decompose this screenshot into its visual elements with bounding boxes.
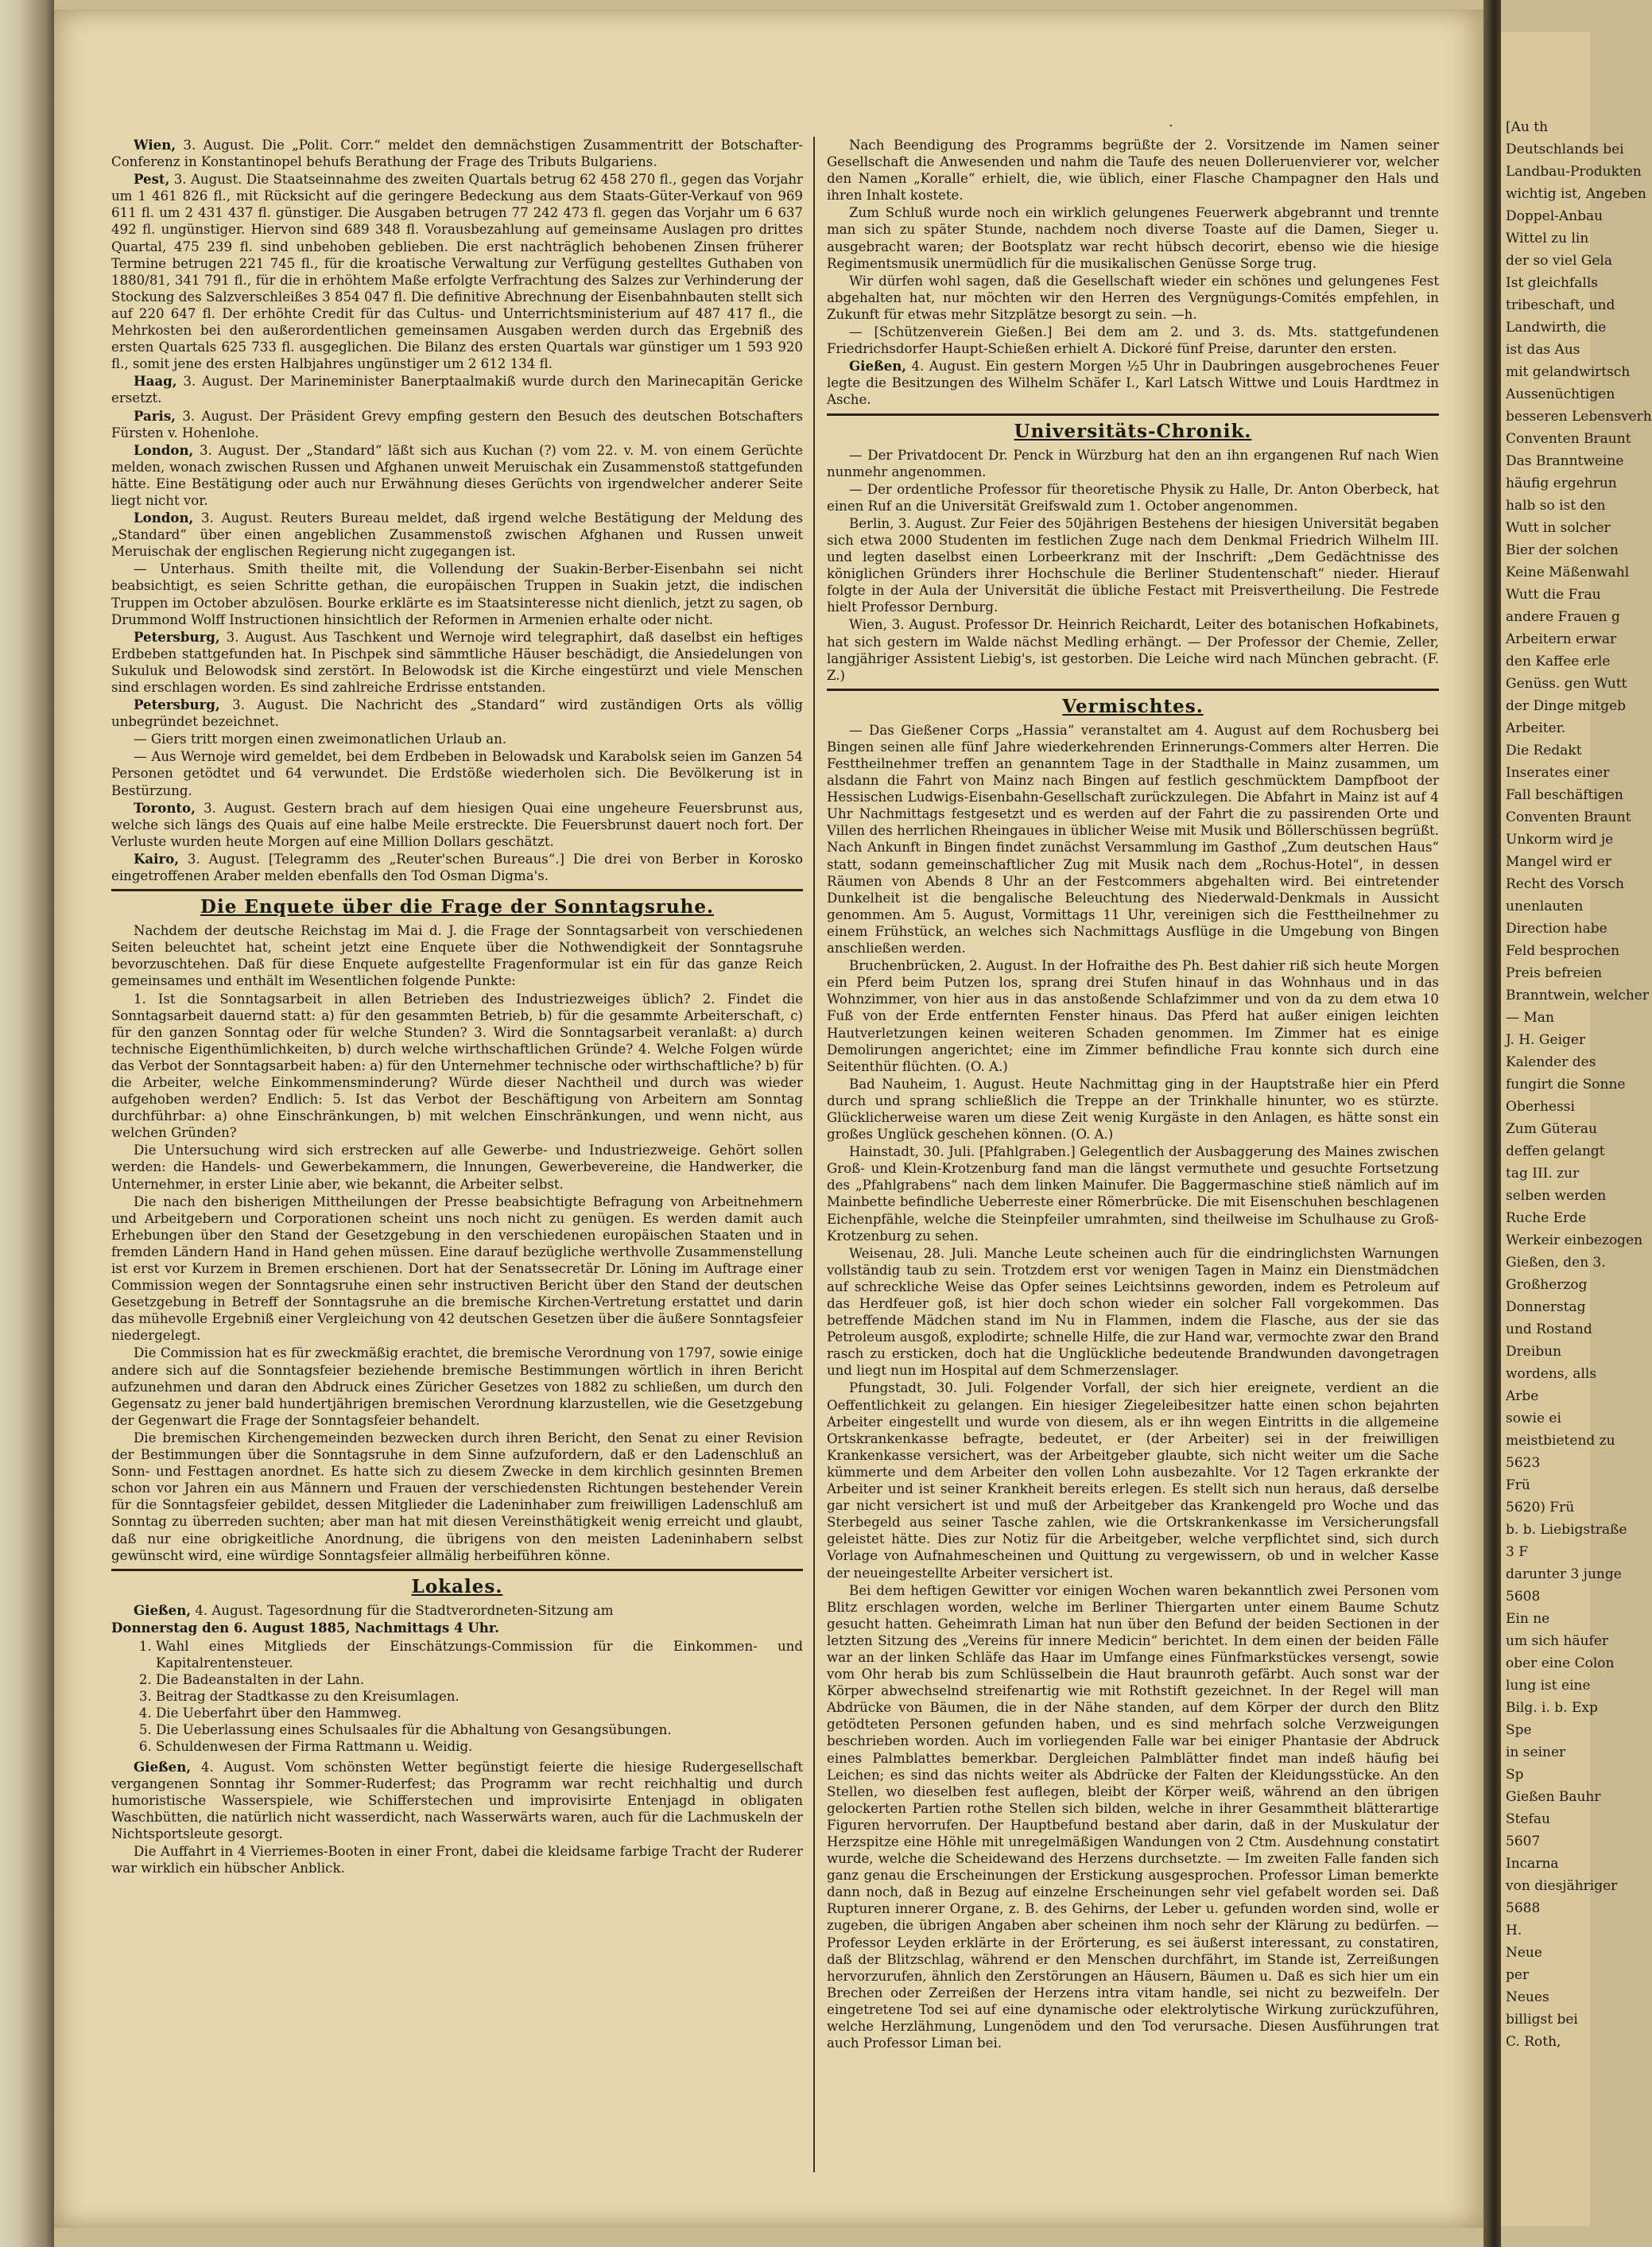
adjacent-page-fragment: Stefau: [1506, 1811, 1550, 1827]
column-divider: [813, 137, 815, 2172]
dispatch-text: — Giers tritt morgen einen zweimonatlichen Urlaub an.: [134, 732, 507, 747]
adjacent-page-fragment: Die Redakt: [1506, 743, 1582, 759]
dispatch-place: Kairo,: [134, 850, 180, 867]
section-rule: [827, 413, 1439, 416]
giessen-fire-report: Gießen, 4. August. Ein gestern Morgen ½5 Uhr in Daubringen ausgebrochenes Feuer legte die Besitzungen des Wilhelm Schäfer I., Karl Latsch Wittwe und Louis Hardtmez in Asche.: [827, 358, 1439, 408]
vermischtes-heading: Vermischtes.: [1062, 695, 1204, 717]
enquete-paragraph: Die Untersuchung wird sich erstrecken auf alle Gewerbe- und Industriezweige. Gehört sollen werden: die Handels- und Gewerbekammern, die Innungen, Gewerbevereine, die Handwerker, die Unternehmer, in erster Linie aber, wie bekannt, die Arbeiter selbst.: [111, 1143, 803, 1192]
dispatch-item: [111, 171, 803, 372]
agenda-item: 4. Die Ueberfahrt über den Hammweg.: [156, 1705, 803, 1721]
adjacent-page-fragment: ober eine Colon: [1506, 1655, 1615, 1671]
adjacent-page-fragment: Gießen Bauhr: [1506, 1789, 1601, 1805]
adjacent-page-fragment: Incarna: [1506, 1856, 1559, 1872]
agenda-item: 3. Beitrag der Stadtkasse zu den Kreisumlagen.: [156, 1688, 803, 1705]
adjacent-page-fragment: Bier der solchen: [1506, 542, 1619, 558]
uni-paragraph: Wien, 3. August. Professor Dr. Heinrich Reichardt, Leiter des botanischen Hofkabinets, hat sich gestern im Walde nächst Medling erhängt. — Der Professor der Chemie, Zeller, langjähriger Assistent Liebig's, ist gestorben. Die Leiche wird nach München gebracht. (F. Z.): [827, 617, 1439, 683]
adjacent-page-fragment: 5607: [1506, 1834, 1541, 1849]
dispatch-item: [111, 851, 803, 884]
adjacent-page-fragment: Direction habe: [1506, 921, 1607, 937]
dispatch-place: Toronto,: [134, 799, 196, 816]
dispatch-place: London,: [134, 510, 194, 526]
adjacent-page-fragment: um sich häufer: [1506, 1633, 1609, 1649]
agenda-list: [156, 1638, 803, 1756]
adjacent-page-fragment: wichtig ist, Angeben: [1506, 186, 1646, 202]
lokales-intro: Gießen, 4. August. Tagesordnung für die Stadtverordneten-Sitzung am: [134, 1601, 614, 1618]
continuation-paragraph: Zum Schluß wurde noch ein wirklich gelungenes Feuerwerk abgebrannt und trennte man sich zu später Stunde, nachdem noch diverse Toaste auf die Damen, Sieger u. ausgebracht waren; der Bootsplatz war recht hübsch decorirt, ebenso wie die hiesige Regimentsmusik unermüdlich für die musikalischen Genüsse Sorge trug.: [827, 205, 1439, 271]
dispatch-item: [111, 748, 803, 798]
vermischtes-paragraph: Bruchenbrücken, 2. August. In der Hofraithe des Ph. Best dahier riß sich heute Morgen ein Pferd beim Putzen los, sprang drei Stufen hinauf in das Wohnhaus und in das Wohnzimmer, von hier aus in das anstoßende Schlafzimmer und von da zu dem etwa 10 Fuß von der Erde entfernten Fenster hinaus. Das Pferd hat außer einigen leichten Hautverletzungen keinen weiteren Schaden genommen. Im Zimmer hat es einige Demolirungen angerichtet; eine im Zimmer befindliche Frau konnte sich durch eine Seitenthür flüchten. (O. A.): [827, 958, 1439, 1074]
dispatch-item: [111, 442, 803, 509]
dispatch-place: Petersburg,: [134, 628, 220, 645]
dispatch-item: [111, 561, 803, 627]
adjacent-page-fragment: besseren Lebensverh: [1506, 409, 1652, 425]
adjacent-page-fragment: J. H. Geiger: [1506, 1032, 1586, 1048]
adjacent-page-fragment: Conventen Braunt: [1506, 809, 1631, 825]
lokales-date-line: Donnerstag den 6. August 1885, Nachmittags 4 Uhr.: [111, 1619, 499, 1636]
adjacent-page-fragment: Spe: [1506, 1722, 1532, 1738]
adjacent-page-fragment: Neue: [1506, 1945, 1542, 1961]
adjacent-page-fragment: H.: [1506, 1923, 1522, 1938]
adjacent-page-fragment: Das Branntweine: [1506, 453, 1624, 469]
adjacent-page-fragment: in seiner: [1506, 1744, 1566, 1760]
adjacent-page-fragment: — Man: [1506, 1010, 1554, 1026]
adjacent-page-fragment: Dreibun: [1506, 1344, 1562, 1360]
dispatch-text: 3. August. Der Präsident Grevy empfing gestern den Besuch des deutschen Botschafters Fürsten v. Hohenlohe.: [111, 408, 803, 440]
right-column: [827, 137, 1439, 2052]
adjacent-page-fragment: darunter 3 junge: [1506, 1566, 1622, 1582]
dispatch-item: [111, 137, 803, 170]
dispatch-text: 3. August. Reuters Bureau meldet, daß irgend welche Bestätigung der Meldung des „Standard“ über einen angeblichen Zusammenstoß zwischen Afghanen und Russen unweit Meruischak der englischen Regierung nicht zugegangen ist.: [111, 510, 803, 560]
vermischtes-paragraph: Hainstadt, 30. Juli. [Pfahlgraben.] Gelegentlich der Ausbaggerung des Maines zwischen Groß- und Klein-Krotzenburg fand man die längst vermuthete und gesuchte Fortsetzung des „Pfahlgrabens“ nach dem linken Mainufer. Die Baggermaschine stieß nämlich auf im Mainbette befindliche Ueberreste einer Römerbrücke. Die mit Eisenschuhen beschlagenen Eichenpfähle, welche die Steinpfeiler umrahmten, sind theilweise im Schulhause zu Groß-Krotzenburg zu sehen.: [827, 1144, 1439, 1244]
adjacent-page-fragment: 5620) Frü: [1506, 1500, 1575, 1515]
dispatch-item: [111, 373, 803, 406]
adjacent-page-fragment: tag III. zur: [1506, 1166, 1580, 1182]
dispatch-item: [111, 408, 803, 441]
adjacent-page-fragment: 3 F: [1506, 1544, 1529, 1560]
adjacent-page-fragment: Arbe: [1506, 1388, 1539, 1404]
adjacent-page-fragment: Neues: [1506, 1989, 1549, 2005]
adjacent-page-fragment: Wutt in solcher: [1506, 520, 1611, 536]
adjacent-page-fragment: und Rostand: [1506, 1321, 1592, 1337]
lokales-ruderfest: Gießen, 4. August. Vom schönsten Wetter begünstigt feierte die hiesige Rudergesellschaft vergangenen Sonntag ihr Sommer-Ruderfest; das Programm war recht reichhaltig und durch humoristische Wasserspiele, wie Schifferstechen und improvisirte Entenjagd in obligaten Waschbütten, die natürlich nicht wasserdicht, nach Wasserwärts waren, auch für die Lachmuskeln der Nichtsportsleute gesorgt.: [111, 1758, 803, 1841]
adjacent-page-fragment: Arbeitern erwar: [1506, 631, 1617, 647]
adjacent-page-fragment: Zum Güterau: [1506, 1121, 1597, 1137]
adjacent-page-fragment: Doppel-Anbau: [1506, 208, 1604, 224]
lokales-heading: Lokales.: [411, 1575, 503, 1597]
adjacent-page-fragment: mit gelandwirtsch: [1506, 364, 1631, 380]
dispatch-item: [111, 800, 803, 850]
adjacent-page-fragment: Genüss. gen Wutt: [1506, 676, 1627, 692]
uni-chronik-article: [827, 447, 1439, 684]
adjacent-page-fragment: Landwirth, die: [1506, 320, 1607, 336]
dispatch-place: Paris,: [134, 407, 176, 424]
uni-heading: Universitäts-Chronik.: [1014, 420, 1252, 442]
vermischtes-paragraph: Pfungstadt, 30. Juli. Folgender Vorfall, der sich hier ereignete, verdient an die Oeffentlichkeit zu gelangen. Ein hiesiger Ziegeleibesitzer hatte einen schon bejahrten Arbeiter eingestellt und wurde von diesem, als er ihn wegen Eintritts in die allgemeine Ortskrankenkasse befragte, bedeutet, er (der Arbeiter) sei in der freiwilligen Krankenkasse versichert, was der Arbeitgeber glaubte, sich nicht weiter um die Sache kümmerte und dem Arbeiter den vollen Lohn ausbezahlte. Vor 12 Tagen erkrankte der Arbeiter und ist seiner Krankheit bereits erlegen. Es stellt sich nun heraus, daß derselbe gar nicht versichert ist und muß der Arbeitgeber das Krankengeld pro Woche und das Sterbegeld aus seiner Tasche zahlen, wie die Ortskrankenkasse im Versicherungsfall geleistet hätte. Dies zur Notiz für die Arbeitgeber, welche verpflichtet sind, sich durch Vorlage von Aufnahmescheinen und Quittung zu vergewissern, ob und in welcher Kasse der neueingestellte Arbeiter versichert ist.: [827, 1380, 1439, 1581]
vermischtes-article: [827, 722, 1439, 2051]
adjacent-page-fragment: lung ist eine: [1506, 1678, 1591, 1694]
uni-paragraph: — Der Privatdocent Dr. Penck in Würzburg hat den an ihn ergangenen Ruf nach Wien nunmehr angenommen.: [827, 447, 1439, 479]
adjacent-page-fragment: tribeschaft, und: [1506, 297, 1615, 313]
dispatch-place: Wien,: [134, 137, 176, 153]
adjacent-page-fragment: unenlauten: [1506, 898, 1584, 914]
adjacent-page-fragment: Feld besprochen: [1506, 943, 1620, 959]
adjacent-page-fragment: b. b. Liebigstraße: [1506, 1522, 1627, 1538]
dispatch-text: 3. August. Die Staatseinnahme des zweiten Quartals betrug 62 458 270 fl., gegen das Vorjahr um 1 461 826 fl., mit Rücksicht auf die geringere Bedeckung aus dem Staats-Güter-Verkauf von 969 611 fl. um 2 431 437 fl. günstiger. Die Ausgaben betrugen 77 242 473 fl. gegen das Vorjahr um 6 637 492 fl. ungünstiger. Hiervon sind 689 348 fl. Vorausbezahlung auf gemeinsame Auslagen pro drittes Quartal, 475 239 fl. sind unbehoben geblieben. Die erst nachträglich behobenen Zinsen früherer Termine betrugen 221 745 fl., für die kroatische Verwaltung zur Verfügung gestelltes Guthaben von 1880/81, 341 791 fl., für die in erhöhtem Maße erfolgte Verfrachtung des Salzes zur Verhinderung der Stockung des Salzverschleißes 3 854 047 fl. Die definitive Abrechnung der Eisenbahnbauten stellt sich auf 220 647 fl. Der erhöhte Credit für das Cultus- und Unterrichtsministerium auf 487 417 fl., die Mehrkosten bei den außerordentlichen gemeinsamen Ausgaben werden durch das Ergebniß des ersten Quartals 625 733 fl. ausgeglichen. Die Bilanz des ersten Quartals war günstiger um 1 593 920 fl., somit jene des ersten Halbjahres ungünstiger um 2 612 134 fl.: [111, 172, 803, 372]
dispatch-text: 3. August. [Telegramm des „Reuter'schen Bureaus“.] Die drei von Berber in Korosko eingetroffenen Araber melden ebenfalls den Tod Osman Digma's.: [111, 851, 803, 884]
vermischtes-paragraph: Weisenau, 28. Juli. Manche Leute scheinen auch für die eindringlichsten Warnungen vollständig taub zu sein. Trotzdem erst vor wenigen Tagen in Mainz ein Dienstmädchen auf schreckliche Weise das Opfer seines Leichtsinns geworden, indem es Petroleum auf das Herdfeuer goß, ist hier doch schon wieder ein solcher Fall vorgekommen. Das betreffende Mädchen stand im Nu in Flammen, indem die Flasche, aus der sie das Petroleum ausgoß, explodirte; schnelle Hilfe, die zur Hand war, vermochte zwar den Brand rasch zu ersticken, doch hat die Unglückliche bedeutende Brandwunden davongetragen und liegt nun im Hospital auf dem Schmerzenslager.: [827, 1245, 1439, 1379]
enquete-heading: Die Enquete über die Frage der Sonntagsruhe.: [200, 896, 714, 918]
enquete-paragraph: Nachdem der deutsche Reichstag im Mai d. J. die Frage der Sonntagsarbeit von verschiedenen Seiten beleuchtet hat, scheint jetzt eine Enquete über die Nothwendigkeit der Sonntagsruhe bevorzuschtehen. Daß für diese Enquete aufgestellte Fragenformular ist ein für das ganze Reich gemeinsames und enthält im Wesentlichen folgende Punkte:: [111, 923, 803, 989]
adjacent-page-fragment: häufig ergehrun: [1506, 475, 1617, 491]
dispatch-item: [111, 697, 803, 730]
adjacent-page-fragment: Preis befreien: [1506, 965, 1603, 981]
adjacent-page-fragment: Unkorm wird je: [1506, 832, 1614, 848]
enquete-paragraph: Die nach den bisherigen Mittheilungen der Presse beabsichtigte Befragung von Arbeitnehmern und Arbeitgebern und Corporationen scheint uns noch nicht zu genügen. Es werden damit auch Erhebungen über den Stand der Gesetzgebung in den verschiedenen europäischen Staaten und in fremden Ländern Hand in Hand gehen müssen. Eine darauf bezügliche werthvolle Zusammenstellung ist erst vor Kurzem in Bremen erschienen. Dort hat der Senatssecretär Dr. Löning im Auftrage einer Commission wegen der Sonntagsruhe einen sehr instructiven Bericht über den Stand der deutschen Gesetzgebung in Betreff der Sonntagsruhe an die bremische Kirchen-Vertretung erstattet und darin das mühevolle Ergebniß einer Vergleichung von 42 deutschen Gesetzen über die äußere Sonntagsfeier niedergelegt.: [111, 1193, 803, 1344]
adjacent-page-fragment: Inserates einer: [1506, 765, 1610, 781]
dispatch-text: 3. August. Die „Polit. Corr.“ meldet den demnächstigen Zusammentritt der Botschafter-Conferenz in Konstantinopel behufs Berathung der Frage des Tributs Bulgariens.: [111, 138, 803, 170]
adjacent-page-fragment: von diesjähriger: [1506, 1878, 1618, 1894]
dispatch-text: 3. August. Gestern brach auf dem hiesigen Quai eine ungeheure Feuersbrunst aus, welche sich längs des Quais auf eine halbe Meile erstreckte. Die Feuersbrunst dauert noch fort. Der Verluste wurden heute Morgen auf eine Million Dollars geschätzt.: [111, 800, 804, 849]
section-rule: [111, 889, 803, 891]
section-rule: [827, 689, 1439, 691]
section-rule: [111, 1569, 803, 1571]
adjacent-page-fragment: deffen gelangt: [1506, 1143, 1605, 1159]
adjacent-page-fragment: Oberhessi: [1506, 1099, 1575, 1115]
adjacent-page-fragment: Aussenüchtigen: [1506, 386, 1615, 402]
dispatch-text: 3. August. Die Nachricht des „Standard“ wird zuständigen Orts als völlig unbegründet bezeichnet.: [111, 697, 803, 730]
adjacent-page-edge: [1501, 32, 1652, 2226]
adjacent-page-fragment: Kalender des: [1506, 1054, 1596, 1070]
uni-paragraph: — Der ordentliche Professor für theoretische Physik zu Halle, Dr. Anton Oberbeck, hat einen Ruf an die Universität Greifswald zum 1. October angenommen.: [827, 481, 1439, 514]
adjacent-page-fragment: meistbietend zu: [1506, 1433, 1615, 1449]
adjacent-page-fragment: 5688: [1506, 1900, 1541, 1916]
adjacent-page-fragment: per: [1506, 1967, 1530, 1983]
adjacent-page-fragment: Fall beschäftigen: [1506, 787, 1623, 803]
adjacent-page-fragment: Bilg. i. b. Exp: [1506, 1700, 1598, 1716]
ruderfest-continuation: [827, 137, 1439, 357]
dispatch-text: 3. August. Der Marineminister Banerptaalmakiß wurde durch den Marinecapitän Gericke ersetzt.: [111, 374, 803, 406]
enquete-paragraph: 1. Ist die Sonntagsarbeit in allen Betrieben des Industriezweiges üblich? 2. Findet die Sonntagsarbeit dauernd statt: a) für den gesammten Betrieb, b) für die gesammte Arbeiterschaft, c) für den ganzen Sonntag oder für welche Stunden? 3. Wird die Sonntagsarbeit veranlaßt: a) durch technische Eigenthümlichkeiten, b) durch welche wirthschaftlichen Gründe? 4. Welche Folgen würde das Verbot der Sonntagsarbeit haben: a) für den Unternehmer technische oder wirthschaftliche? b) für die Arbeiter, welche Einkommensminderung? Würde dieser Nachtheil und durch was wieder aufgehoben werden? Endlich: 5. Ist das Verbot der Beschäftigung von Arbeitern am Sonntag durchführbar: a) ohne Einschränkungen, b) mit welchen Einschränkungen, und wenn nicht, aus welchen Gründen?: [111, 991, 803, 1141]
dispatch-text: 3. August. Der „Standard“ läßt sich aus Kuchan (?) vom 22. v. M. von einem Gerüchte melden, wonach zwischen Russen und Afghanen unweit Meruischak ein Zusammenstoß stattgefunden hätte. Eine Bestätigung oder auch nur Erwähnung dieses Gerüchts von irgendwelcher anderer Seite liegt nicht vor.: [111, 442, 803, 508]
adjacent-page-fragment: 5608: [1506, 1589, 1541, 1605]
adjacent-page-fragment: Frü: [1506, 1477, 1530, 1493]
adjacent-page-fragment: halb so ist den: [1506, 498, 1606, 514]
dispatch-place: Pest,: [134, 171, 170, 188]
adjacent-page-fragment: C. Roth,: [1506, 2034, 1561, 2050]
agenda-item: 6. Schuldenwesen der Firma Rattmann u. Weidig.: [156, 1738, 803, 1755]
dispatch-place: Petersburg,: [134, 697, 220, 713]
continuation-paragraph: — [Schützenverein Gießen.] Bei dem am 2. und 3. ds. Mts. stattgefundenen Friedrichsdorfer Haupt-Schießen erhielt A. Dickoré fünf Preise, darunter den ersten.: [827, 324, 1439, 357]
adjacent-page-fragment: Ist gleichfalls: [1506, 275, 1598, 291]
adjacent-page-fragment: Deutschlands bei: [1506, 142, 1624, 157]
adjacent-page-fragment: den Kaffee erle: [1506, 654, 1611, 669]
adjacent-page-fragment: der Dinge mitgeb: [1506, 698, 1627, 714]
adjacent-page-fragment: Wutt die Frau: [1506, 587, 1601, 603]
adjacent-page-fragment: andere Frauen g: [1506, 609, 1620, 625]
agenda-item: 1. Wahl eines Mitglieds der Einschätzungs-Commission für die Einkommen- und Kapitalrentensteuer.: [156, 1638, 803, 1671]
vermischtes-paragraph: Bei dem heftigen Gewitter vor einigen Wochen waren bekanntlich zwei Personen vom Blitz erschlagen worden, welche im Berliner Thiergarten unter einem Baume Schutz gesucht hatten. Geheimrath Liman hat nun über den Befund der beiden Sectionen in der letzten Sitzung des „Vereins für innere Medicin“ berichtet. In dem einen der beiden Fälle war an der linken Schläfe das Haar im Umfange eines Fünfmarkstückes versengt, sowie vom Ohr herab bis zum Schlüsselbein die Haut braunroth gefärbt. Auch sonst war der Körper abwechselnd streifenartig wie mit Rothstift gezeichnet. In der Regel will man Abdrücke von Bäumen, die in der Nähe standen, auf dem Körper der durch den Blitz getödteten Personen gefunden haben, und es sind mehrfach solche Verzweigungen beschrieben worden. Auch im vorliegenden Falle war bei einiger Phantasie der Abdruck eines Palmblattes bemerkbar. Dergleichen Palmblätter findet man indeß häufig bei Leichen; es sind das nichts weiter als Abdrücke der Falten der Kleidungsstücke. An den Stellen, wo dieselben fest auflegen, bleibt der Körper weiß, während an den übrigen gelockerten Partien rothe Stellen sich bilden, welche in ihrer Gesammtheit blätterartige Figuren hervorrufen. Der Hauptbefund bestand aber darin, daß in der Muskulatur der Herzspitze eine Höhle mit unregelmäßigen Wandungen von 2 Ctm. Ausdehnung constatirt wurde, welche die Scheidewand des Herzens durchsetzte. — Im zweiten Falle fanden sich ganz genau die Erscheinungen der Erstickung ausgesprochen. Professor Liman bemerkte dann noch, daß in Bezug auf einzelne Erscheinungen sehr viel gefabelt worden sei. Daß Rupturen innerer Organe, z. B. des Gehirns, der Leber u. gefunden worden sind, wolle er zugeben, die übrigen Angaben aber scheinen ihm noch sehr der Klärung zu bedürfen. — Professor Leyden erklärte in der Erörterung, es sei äußerst interessant, zu constatiren, daß der Blitzschlag, während er den Menschen durchfährt, im Stande ist, Zerreißungen hervorzurufen, ähnlich den Zerstörungen an Häusern, Bäumen u. Daß es sich hier um ein Brechen oder Zerreißen der Herzens intra vitam handle, sei nicht zu bezweifeln. Der eingetretene Tod sei auf eine dynamische oder elektrolytische Wirkung zurückzuführen, welche Herzlähmung, Lungenödem und den Tod verursache. Diesen Ausführungen trat auch Professor Liman bei.: [827, 1582, 1439, 2051]
adjacent-page-fragment: [Au th: [1506, 119, 1549, 135]
enquete-article: [111, 922, 803, 1564]
dispatch-place: London,: [134, 441, 194, 458]
dispatch-item: [111, 510, 803, 560]
adjacent-page-fragment: selben werden: [1506, 1188, 1607, 1204]
adjacent-page-fragment: Landbau-Produkten: [1506, 164, 1642, 180]
dispatch-item: [111, 731, 803, 747]
vermischtes-paragraph: — Das Gießener Corps „Hassia“ veranstaltet am 4. August auf dem Rochusberg bei Bingen seinen alle fünf Jahre wiederkehrenden Erinnerungs-Commers alter Herren. Die Festtheilnehmer treffen an genanntem Tage in der Stadthalle in Mainz zusammen, um alsdann die Fahrt von Mainz nach Bingen auf festlich geschmücktem Dampfboot der Hessischen Ludwigs-Eisenbahn-Gesellschaft zurückzulegen. Die Abfahrt in Mainz ist auf 4 Uhr Nachmittags festgesetzt und es werden auf der Fahrt die zu passirenden Orte und Villen des herrlichen Rheingaues in üblicher Weise mit Musik und Böllerschüssen begrüßt. Nach Ankunft in Bingen findet zunächst Versammlung im Gasthof „Zum deutschen Haus“ statt, sodann gemeinschaftlicher Zug mit Musik nach dem „Rochus-Hotel“, in dessen Räumen von Abends 8 Uhr an der Festcommers abgehalten wird. Bei eintretender Dunkelheit ist die bengalische Beleuchtung des Niederwald-Denkmals in Aussicht genommen. Am 5. August, Vormittags 11 Uhr, vereinigen sich die Festtheilnehmer zu einem Frühstück, an welches sich Nachmittags Ausflüge in die Umgebung von Bingen anschließen werden.: [827, 722, 1439, 957]
news-dispatches: [111, 137, 803, 884]
page-gutter: [1483, 0, 1501, 2247]
uni-paragraph: Berlin, 3. August. Zur Feier des 50jährigen Bestehens der hiesigen Universität begaben sich etwa 2000 Studenten im festlichen Zuge nach dem Denkmal Friedrich Wilhelm III. und legten daselbst einen Lorbeerkranz mit der Inschrift: „Dem Gedächtnisse des königlichen Gründers ihrer Hochschule die Berliner Studentenschaft“ nieder. Hierauf folgte in der Aula der Universität die übliche Festact mit Preisvertheilung. Die Festrede hielt Professor Dernburg.: [827, 515, 1439, 615]
page-mark: ·: [1169, 118, 1173, 134]
adjacent-page-fragment: 5623: [1506, 1455, 1541, 1471]
enquete-paragraph: Die bremischen Kirchengemeinden bezwecken durch ihren Bericht, den Senat zu einer Revision der Bestimmungen über die Sonntagsruhe in dem Sinne aufzufordern, daß er den Ladenschluß an Sonn- und Festtagen anordnet. Es hatte sich zu diesem Zwecke in dem kirchlich gesinnten Bremen schon vor Jahren ein aus Männern und Frauen der verschiedensten Richtungen bestehender Verein für die Sonntagsfeier gebildet, dessen Mitglieder die Ladeninhaber zum freiwilligen Ladenschluß am Sonntag zu überreden suchten; aber man hat mit diesen Vereinsthätigkeit wenig erreicht und glaubt, daß nur eine obrigkeitliche Anordnung, die übrigens von den meisten Ladeninhabern selbst gewünscht wird, eine würdige Sonntagsfeier allmälig herbeiführen könne.: [111, 1430, 803, 1563]
adjacent-page-fragment: sowie ei: [1506, 1411, 1561, 1426]
adjacent-page-fragment: Branntwein, welcher: [1506, 988, 1649, 1003]
dispatch-text: — Unterhaus. Smith theilte mit, die Vollendung der Suakin-Berber-Eisenbahn sei nicht beabsichtigt, es seien Schritte gethan, die europäischen Truppen in Suakin jetzt, die indischen Truppen im October abzulösen. Bourke erklärte es im Staatsinteresse nicht dienlich, jetzt zu sagen, ob Drummond Wolff Instructionen hinsichtlich der Reformen in Armenien erhalte oder nicht.: [111, 561, 803, 627]
continuation-paragraph: Nach Beendigung des Programms begrüßte der 2. Vorsitzende im Namen seiner Gesellschaft die Anwesenden und nahm die Taufe des neuen Dolleruenvierer vor, welcher den Namen „Koralle“ erhielt, die, wie üblich, einer Flasche Champagner den Hals und ihren Inhalt kostete.: [827, 138, 1439, 204]
agenda-item: 5. Die Ueberlassung eines Schulsaales für die Abhaltung von Gesangsübungen.: [156, 1721, 803, 1738]
adjacent-page-fragment: ist das Aus: [1506, 342, 1580, 358]
dispatch-item: [111, 629, 803, 696]
continuation-paragraph: Wir dürfen wohl sagen, daß die Gesellschaft wieder ein schönes und gelungenes Fest abgehalten hat, nur möchten wir den Herren des Vergnügungs-Comités empfehlen, in Zukunft für etwas mehr Sitzplätze besorgt zu sein. —h.: [827, 273, 1439, 322]
adjacent-page-fragment: Arbeiter.: [1506, 720, 1566, 736]
adjacent-page-fragment: Conventen Braunt: [1506, 431, 1631, 447]
adjacent-page-fragment: Ein ne: [1506, 1611, 1550, 1627]
adjacent-page-fragment: der so viel Gela: [1506, 253, 1612, 269]
adjacent-page-fragment: Recht des Vorsch: [1506, 876, 1624, 892]
dispatch-text: — Aus Wernoje wird gemeldet, bei dem Erdbeben in Belowadsk und Karabolsk seien im Ganzen 54 Personen getödtet und 64 verwundet. Die Erdstöße wiederholen sich. Die Bevölkerung ist in Bestürzung.: [111, 749, 803, 798]
adjacent-page-fragment: Gießen, den 3.: [1506, 1255, 1606, 1271]
dispatch-place: Haag,: [134, 373, 177, 390]
adjacent-page-fragment: Donnerstag: [1506, 1299, 1586, 1315]
adjacent-page-fragment: wordens, alls: [1506, 1366, 1597, 1382]
adjacent-page-fragment: Großherzog: [1506, 1277, 1588, 1293]
adjacent-page-fragment: Ruche Erde: [1506, 1210, 1587, 1226]
adjacent-page-fragment: Werkeir einbezogen: [1506, 1232, 1643, 1248]
book-binding: [0, 0, 54, 2247]
adjacent-page-fragment: Keine Mäßenwahl: [1506, 565, 1630, 580]
adjacent-page-fragment: billigst bei: [1506, 2012, 1578, 2028]
enquete-paragraph: Die Commission hat es für zweckmäßig erachtet, die bremische Verordnung von 1797, sowie einige andere sich auf die Sonntagsfeier beziehende bremische Bestimmungen wörtlich in ihren Bericht aufzunehmen und daran den Abdruck eines Züricher Gesetzes von 1882 zu schließen, um durch den Gegensatz zu jener bald hundertjährigen bremischen Verordnung klarzustellen, wie die Gesetzgebung der Gegenwart die Frage der Sonntagsfeier behandelt.: [111, 1345, 803, 1428]
adjacent-page-fragment: Sp: [1506, 1767, 1524, 1783]
dispatch-text: 3. August. Aus Taschkent und Wernoje wird telegraphirt, daß daselbst ein heftiges Erdbeben stattgefunden hat. In Pischpek sind sämmtliche Häuser beschädigt, die Ansiedelungen von Sukuluk und Belowodsk sind zerstört. In Belowodsk ist die Kirche eingestürzt und viele Menschen sind erschlagen worden. Es sind zahlreiche Erdrisse entstanden.: [111, 629, 803, 695]
vermischtes-paragraph: Bad Nauheim, 1. August. Heute Nachmittag ging in der Hauptstraße hier ein Pferd durch und sprang schließlich die Treppe an der Trinkhalle hinunter, wo es stürzte. Glücklicherweise waren um diese Zeit wenig Kurgäste in den Anlagen, es hätte sonst ein großes Unglück geschehen können. (O. A.): [827, 1076, 1439, 1143]
lokales-ruderfest-2: Die Auffahrt in 4 Vierriemes-Booten in einer Front, dabei die kleidsame farbige Tracht der Ruderer war wirklich ein hübscher Anblick.: [111, 1844, 803, 1876]
agenda-item: 2. Die Badeanstalten in der Lahn.: [156, 1671, 803, 1688]
adjacent-page-fragment: fungirt die Sonne: [1506, 1077, 1626, 1092]
adjacent-page-fragment: Wittel zu lin: [1506, 231, 1589, 246]
adjacent-page-fragment: Mangel wird er: [1506, 854, 1611, 870]
left-column: [111, 137, 803, 1877]
